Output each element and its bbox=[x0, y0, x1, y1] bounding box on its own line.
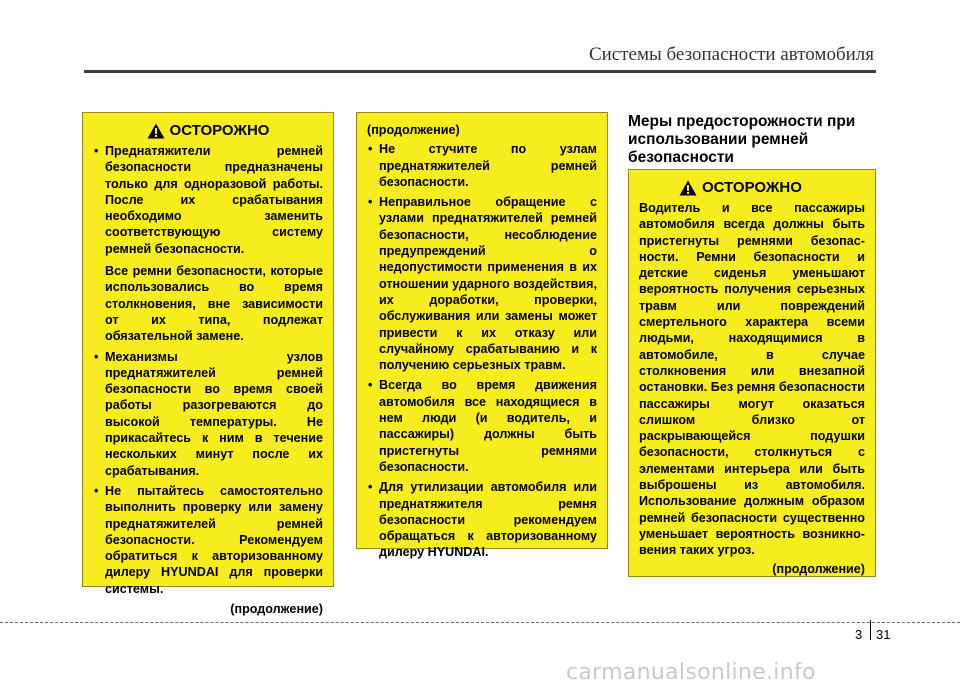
warning-paragraph: Водитель и все пассажиры автомобиля всегда должны быть пристегнуты ремнями безопас-ности. Ремни безопасности и детские сиденья уменьшают вероятность получения серьезных травм или повреждений смертельного характера всеми людьми, находящимися в автомобиле, в случае столкновения или внезапной остановки. Без ремня безопасности пассажиры могут оказаться слишком близко от раскрывающейся подушки безопасности, столкнуться с элементами интерьера или быть выброшены из автомобиля. Использование должным образом ремней безопасности существенно уменьшает вероятность возникно-вения таких угроз. bbox=[639, 201, 865, 558]
warning-item: • Всегда во время движения автомобиля все находящиеся в нем люди (и водитель, и пассажиры) должны быть пристегнуты ремнями безопасности. bbox=[367, 377, 597, 475]
warning-box-3 bbox=[628, 169, 876, 577]
warning-item-text: Преднатяжители ремней безопасности предназначены только для одноразовой работы. После их срабатывания необходимо заменить соответствующую систему ремней безопасности. bbox=[105, 144, 323, 256]
warning-item: • Для утилизации автомобиля или преднатяжителя ремня безопасности рекомендуем обращаться к авторизованному дилеру HYUNDAI. bbox=[367, 479, 597, 560]
header-rule bbox=[84, 70, 876, 73]
warning-heading-text: ОСТОРОЖНО bbox=[169, 122, 270, 139]
warning-box-1 bbox=[82, 112, 334, 617]
warning-triangle-icon bbox=[679, 180, 697, 196]
warning-heading bbox=[639, 179, 865, 197]
continued-label: (продолжение) bbox=[367, 123, 460, 137]
warning-item: • Механизмы узлов преднатяжителей ремней безопасности во время своей работы разогреваются до высокой температуры. Не прикасайтесь к ним в течение нескольких минут после их срабатывания. bbox=[93, 349, 323, 479]
warning-list bbox=[367, 141, 597, 560]
warning-item: • Не стучите по узлам преднатяжителей ремней безопасности. bbox=[367, 141, 597, 190]
warning-heading-text: ОСТОРОЖНО bbox=[702, 179, 802, 196]
continued-label: (продолжение) bbox=[230, 602, 323, 617]
warning-item-paragraph: Все ремни безопасности, которые использовались во время столкновения, вне зависимости от их типа, подлежат обязательной замене. bbox=[105, 264, 323, 344]
footer-rule bbox=[0, 622, 960, 623]
warning-heading bbox=[93, 122, 323, 140]
warning-item: • Неправильное обращение с узлами преднатяжителей ремней безопасности, несоблюдение предупреждений о недопустимости применения в их отношении ударного воздействия, их доработки, проверки, обслуживания или замены может привести к их отказу или случайному срабатыванию и к получению серьезных травм. bbox=[367, 194, 597, 373]
watermark: carmanualsonline.info bbox=[566, 660, 816, 685]
warning-box-2 bbox=[356, 112, 608, 560]
warning-item bbox=[93, 143, 323, 345]
page-number-separator bbox=[870, 620, 871, 640]
warning-list bbox=[93, 143, 323, 597]
warning-item: • Не пытайтесь самостоятельно выполнить проверку или замену преднатяжителей ремней безопасности. Рекомендуем обратиться к авторизованному дилеру HYUNDAI для проверки системы. bbox=[93, 483, 323, 597]
page-header-title: Системы безопасности автомобиля bbox=[588, 44, 874, 65]
chapter-number: 3 bbox=[855, 627, 863, 642]
page-number: 31 bbox=[876, 627, 891, 642]
section-heading: Меры предосторожности при использовании ремней безопасности bbox=[628, 113, 856, 166]
continued-label: (продолжение) bbox=[772, 561, 865, 576]
warning-triangle-icon bbox=[147, 123, 165, 139]
